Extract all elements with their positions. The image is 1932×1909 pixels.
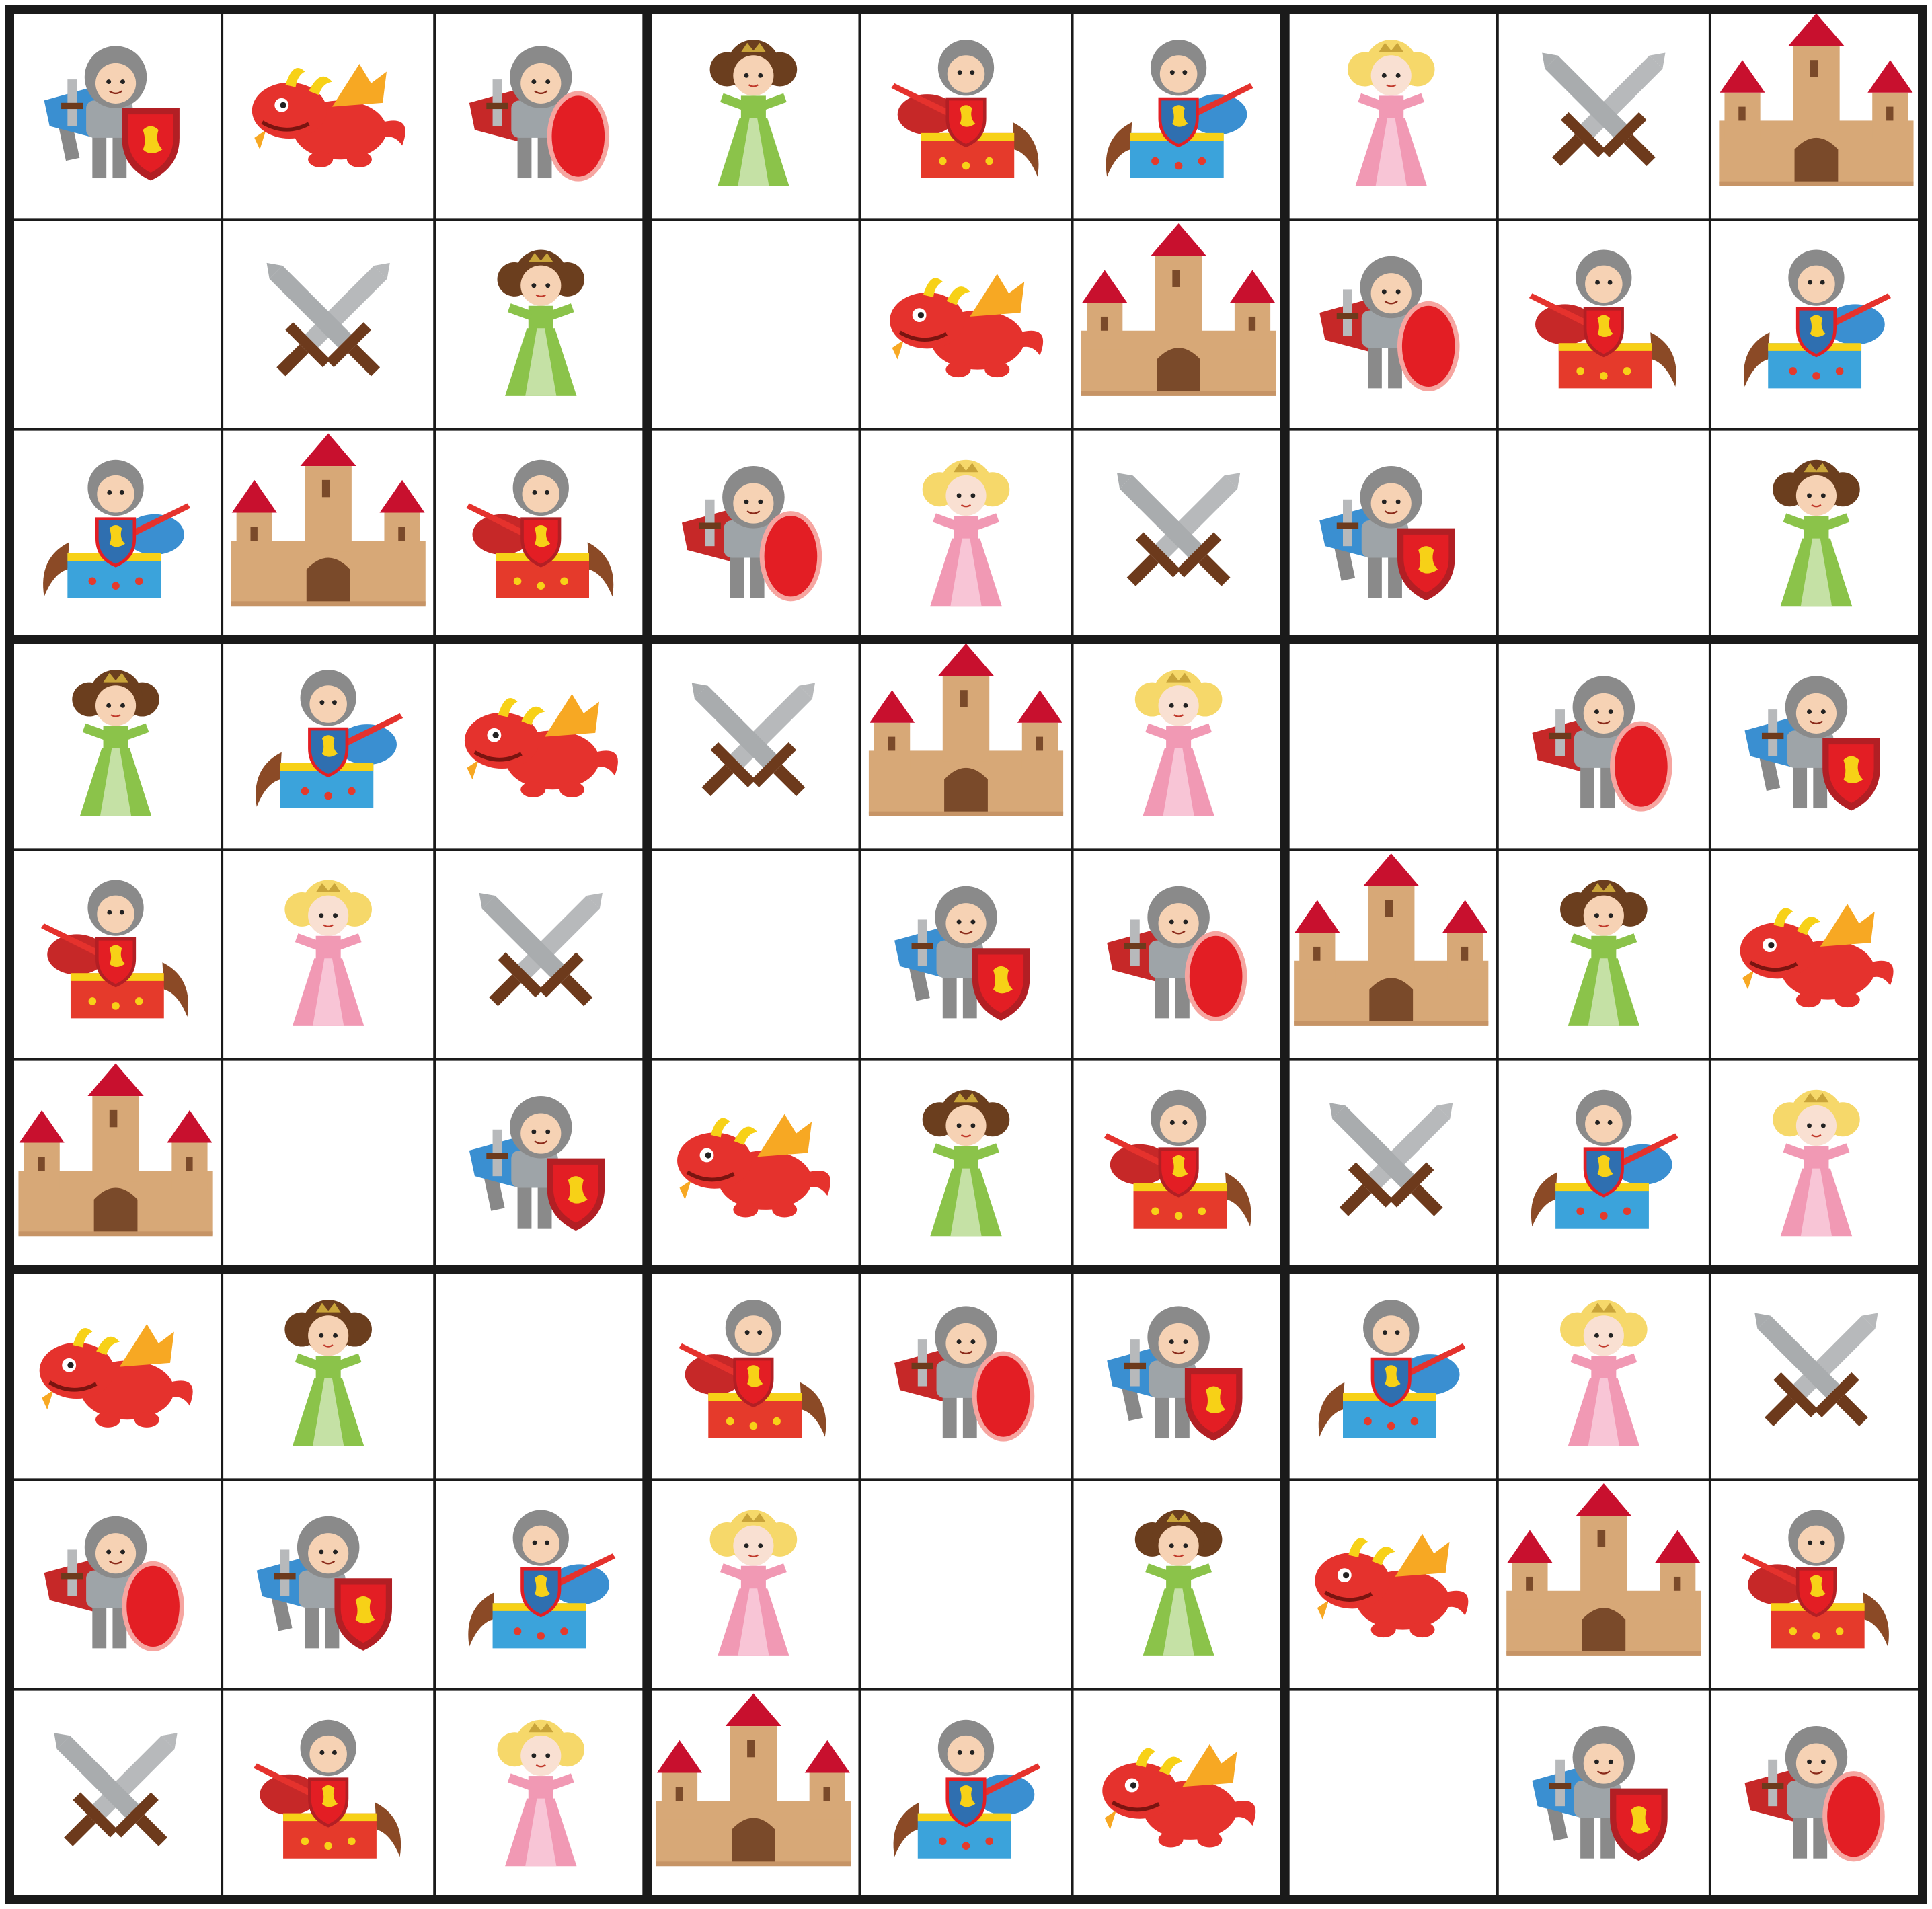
cell-knight-horse-blue[interactable]: [434, 1479, 647, 1689]
cell-knight-horse-blue[interactable]: [1073, 9, 1285, 219]
empty-cell[interactable]: [434, 1270, 647, 1479]
cell-knight-red-shield[interactable]: [647, 430, 859, 639]
cell-knight-blue-shield[interactable]: [434, 1060, 647, 1270]
cell-knight-blue-shield[interactable]: [1285, 430, 1498, 639]
cell-crossed-swords[interactable]: [9, 1690, 222, 1900]
cell-background: [222, 1060, 434, 1270]
cell-dragon[interactable]: [9, 1270, 222, 1479]
cell-background: [1498, 430, 1710, 639]
cell-crossed-swords[interactable]: [1285, 1060, 1498, 1270]
cell-princess-brunette[interactable]: [9, 639, 222, 849]
cell-dragon[interactable]: [859, 219, 1072, 429]
cell-knight-red-shield[interactable]: [1285, 219, 1498, 429]
cell-castle[interactable]: [1710, 9, 1923, 219]
cell-knight-blue-shield[interactable]: [859, 849, 1072, 1059]
cell-castle[interactable]: [222, 430, 434, 639]
cell-knight-blue-shield[interactable]: [1498, 1690, 1710, 1900]
cell-princess-brunette[interactable]: [434, 219, 647, 429]
cell-crossed-swords[interactable]: [434, 849, 647, 1059]
empty-cell[interactable]: [1285, 639, 1498, 849]
empty-cell[interactable]: [1498, 430, 1710, 639]
cell-knight-blue-shield[interactable]: [1710, 639, 1923, 849]
empty-cell[interactable]: [1285, 1690, 1498, 1900]
cell-knight-red-shield[interactable]: [434, 9, 647, 219]
cell-background: [647, 219, 859, 429]
cell-princess-blonde[interactable]: [1710, 1060, 1923, 1270]
empty-cell[interactable]: [647, 849, 859, 1059]
cell-crossed-swords[interactable]: [1498, 9, 1710, 219]
empty-cell[interactable]: [647, 219, 859, 429]
cell-knight-red-shield[interactable]: [1498, 639, 1710, 849]
cell-knight-horse-blue[interactable]: [1498, 1060, 1710, 1270]
cell-dragon[interactable]: [1710, 849, 1923, 1059]
cell-knight-blue-shield[interactable]: [9, 9, 222, 219]
cell-castle[interactable]: [647, 1690, 859, 1900]
cell-knight-horse-red[interactable]: [647, 1270, 859, 1479]
cell-background: [9, 219, 222, 429]
cell-princess-brunette[interactable]: [1498, 849, 1710, 1059]
cell-princess-brunette[interactable]: [222, 1270, 434, 1479]
cell-princess-blonde[interactable]: [434, 1690, 647, 1900]
cell-princess-brunette[interactable]: [1710, 430, 1923, 639]
cell-princess-blonde[interactable]: [222, 849, 434, 1059]
cell-knight-red-shield[interactable]: [859, 1270, 1072, 1479]
cell-knight-red-shield[interactable]: [1710, 1690, 1923, 1900]
cell-dragon[interactable]: [1285, 1479, 1498, 1689]
cell-knight-blue-shield[interactable]: [1073, 1270, 1285, 1479]
cell-princess-blonde[interactable]: [647, 1479, 859, 1689]
cell-castle[interactable]: [1498, 1479, 1710, 1689]
cell-dragon[interactable]: [222, 9, 434, 219]
cell-princess-brunette[interactable]: [1073, 1479, 1285, 1689]
cell-knight-horse-red[interactable]: [434, 430, 647, 639]
cell-crossed-swords[interactable]: [222, 219, 434, 429]
cell-princess-brunette[interactable]: [859, 1060, 1072, 1270]
cell-princess-blonde[interactable]: [859, 430, 1072, 639]
cell-background: [859, 1479, 1072, 1689]
empty-cell[interactable]: [859, 1479, 1072, 1689]
cell-knight-horse-red[interactable]: [1073, 1060, 1285, 1270]
empty-cell[interactable]: [222, 1060, 434, 1270]
cell-dragon[interactable]: [1073, 1690, 1285, 1900]
cell-knight-horse-red[interactable]: [859, 9, 1072, 219]
cell-background: [647, 849, 859, 1059]
cell-knight-horse-blue[interactable]: [859, 1690, 1072, 1900]
cell-princess-blonde[interactable]: [1285, 9, 1498, 219]
cell-knight-horse-blue[interactable]: [1710, 219, 1923, 429]
cell-background: [1285, 1690, 1498, 1900]
cell-crossed-swords[interactable]: [647, 639, 859, 849]
cell-castle[interactable]: [9, 1060, 222, 1270]
cell-castle[interactable]: [1073, 219, 1285, 429]
cell-knight-blue-shield[interactable]: [222, 1479, 434, 1689]
cell-knight-red-shield[interactable]: [9, 1479, 222, 1689]
cell-knight-horse-blue[interactable]: [1285, 1270, 1498, 1479]
cell-background: [434, 1270, 647, 1479]
cell-knight-horse-blue[interactable]: [9, 430, 222, 639]
cell-knight-horse-red[interactable]: [1498, 219, 1710, 429]
cell-dragon[interactable]: [434, 639, 647, 849]
cell-castle[interactable]: [859, 639, 1072, 849]
cell-crossed-swords[interactable]: [1710, 1270, 1923, 1479]
cell-princess-blonde[interactable]: [1498, 1270, 1710, 1479]
cells: [9, 9, 1923, 1900]
cell-knight-horse-blue[interactable]: [222, 639, 434, 849]
cell-princess-brunette[interactable]: [647, 9, 859, 219]
cell-knight-horse-red[interactable]: [9, 849, 222, 1059]
cell-dragon[interactable]: [647, 1060, 859, 1270]
cell-knight-red-shield[interactable]: [1073, 849, 1285, 1059]
cell-castle[interactable]: [1285, 849, 1498, 1059]
cell-background: [1285, 639, 1498, 849]
cell-crossed-swords[interactable]: [1073, 430, 1285, 639]
cell-knight-horse-red[interactable]: [1710, 1479, 1923, 1689]
cell-princess-blonde[interactable]: [1073, 639, 1285, 849]
cell-knight-horse-red[interactable]: [222, 1690, 434, 1900]
empty-cell[interactable]: [9, 219, 222, 429]
